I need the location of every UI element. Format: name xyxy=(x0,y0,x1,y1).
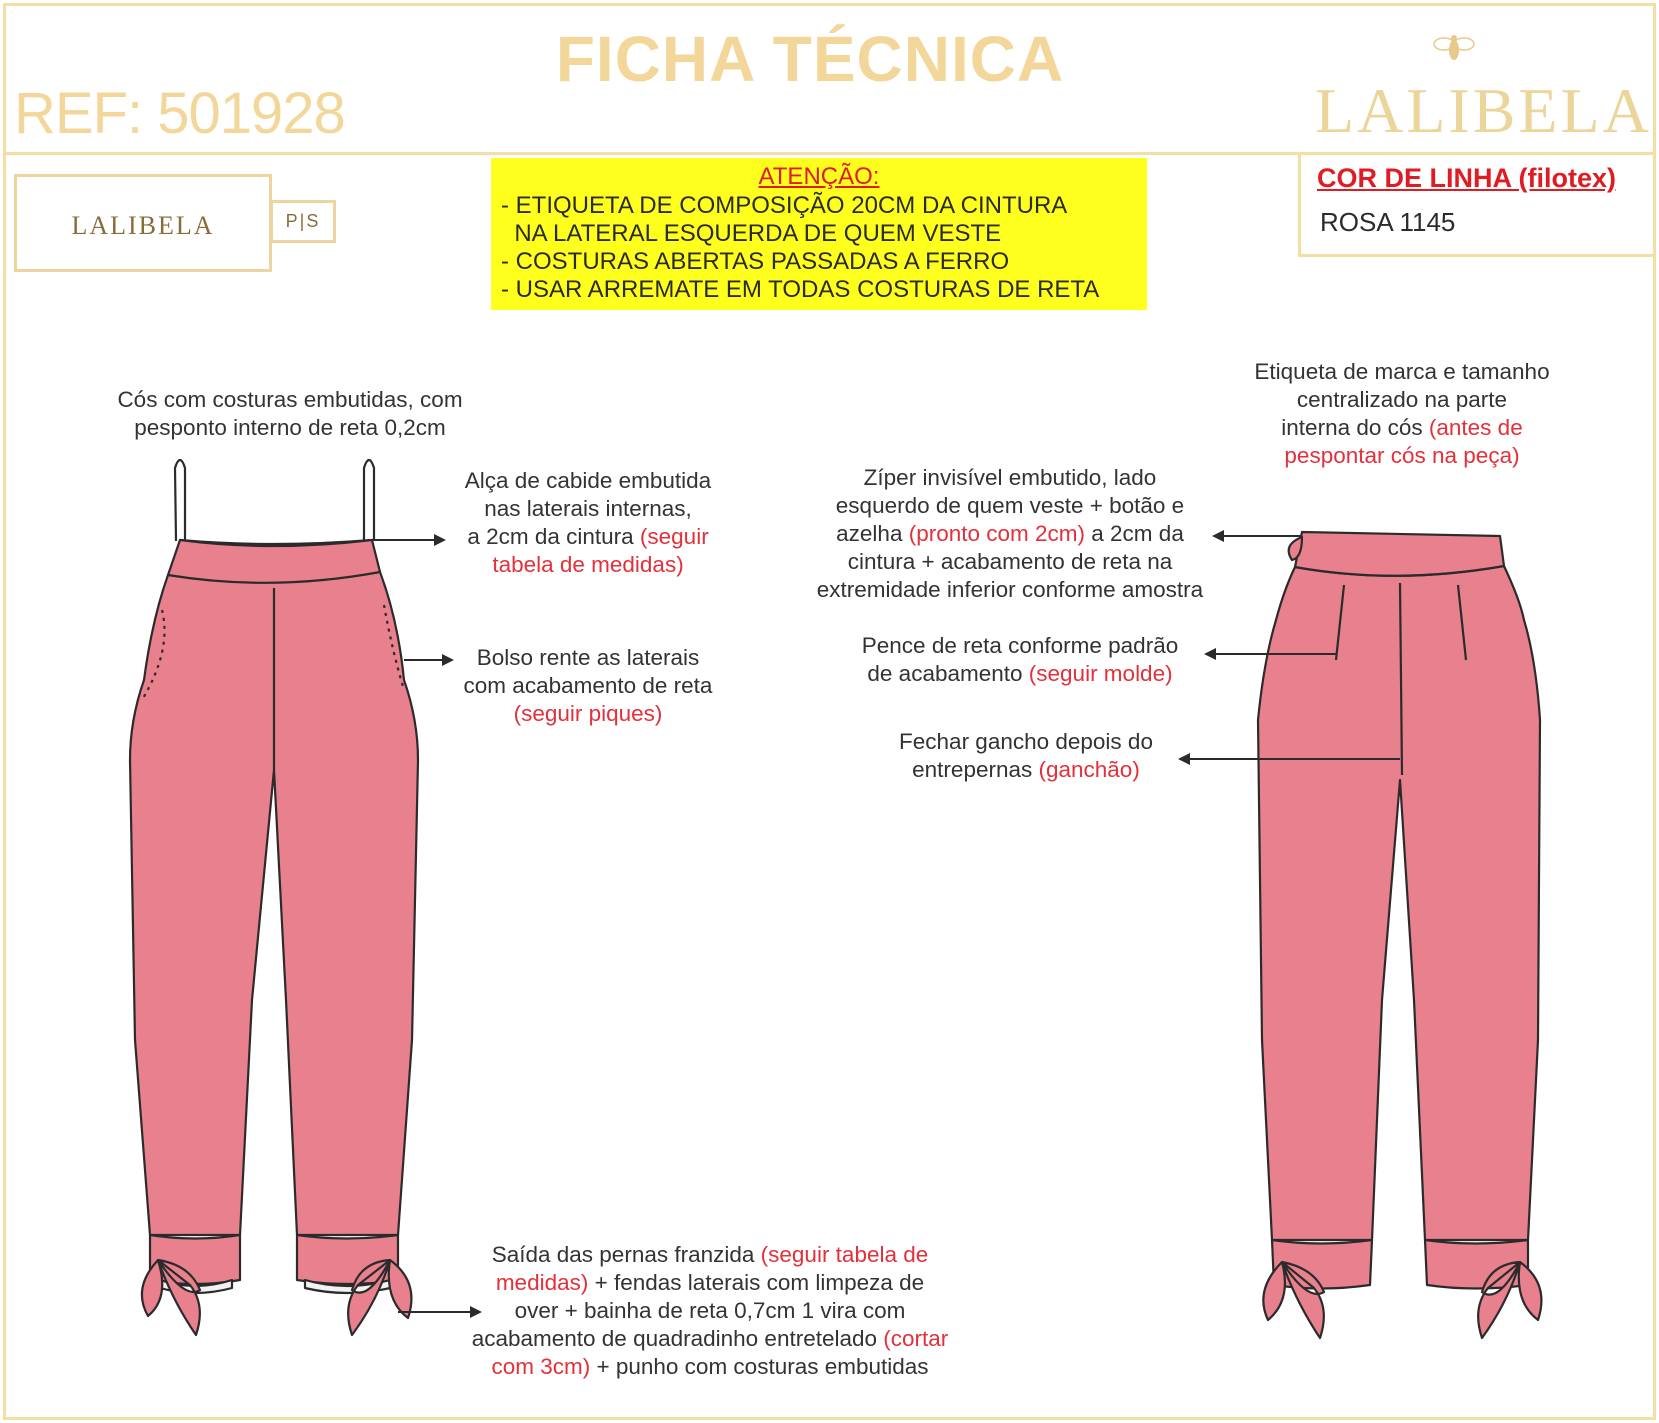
note-dart: Pence de reta conforme padrão de acabamento (seguir molde) xyxy=(861,633,1179,686)
attention-line: NA LATERAL ESQUERDA DE QUEM VESTE xyxy=(501,220,1002,247)
label-brand-text: LALIBELA xyxy=(71,211,215,240)
brand-logo: LALIBELA xyxy=(1315,75,1652,146)
note-brand-label: Etiqueta de marca e tamanho centralizado na parte interna do cós (antes de pespontar cós na peça) xyxy=(1254,359,1550,468)
back-waistband xyxy=(1295,532,1504,576)
attention-line: - USAR ARREMATE EM TODAS COSTURAS DE RETA xyxy=(501,276,1100,303)
note-waistband: Cós com costuras embutidas, com pesponto interno de reta 0,2cm xyxy=(117,387,463,440)
attention-line: - ETIQUETA DE COMPOSIÇÃO 20CM DA CINTURA xyxy=(501,192,1068,219)
page-title: FICHA TÉCNICA xyxy=(555,23,1065,95)
size-tag: P|S xyxy=(270,200,336,243)
attention-title: ATENÇÃO: xyxy=(758,163,880,190)
note-crotch: Fechar gancho depois do entrepernas (ganchão) xyxy=(899,729,1153,782)
note-pocket: Bolso rente as laterais com acabamento de reta (seguir piques) xyxy=(463,645,713,726)
thread-color-value: ROSA 1145 xyxy=(1320,207,1456,237)
note-hanger-loop: Alça de cabide embutida nas laterais internas, a 2cm da cintura (seguir tabela de medidas) xyxy=(464,468,712,577)
front-view-pants xyxy=(130,460,418,1335)
back-legs xyxy=(1258,566,1540,1240)
front-waistband xyxy=(168,540,380,583)
note-zipper: Zíper invisível embutido, lado esquerdo de quem veste + botão e azelha (pronto com 2cm) a 2cm da cintura + acabamento de reta na extremidade inferior conforme amostra xyxy=(816,465,1204,602)
attention-line: - COSTURAS ABERTAS PASSADAS A FERRO xyxy=(501,248,1010,275)
hanger-loop-left xyxy=(175,460,185,541)
thread-color-title: COR DE LINHA (filotex) xyxy=(1317,163,1616,193)
back-view-pants xyxy=(1258,532,1541,1338)
reference-number: REF: 501928 xyxy=(14,81,345,146)
note-hem: Saída das pernas franzida (seguir tabela de medidas) + fendas laterais com limpeza de over + bainha de reta 0,7cm 1 vira com acabamento de quadradinho entretelado (cortar com 3cm) + punho com costuras embutidas xyxy=(471,1242,949,1379)
hanger-loop-right xyxy=(364,460,374,541)
